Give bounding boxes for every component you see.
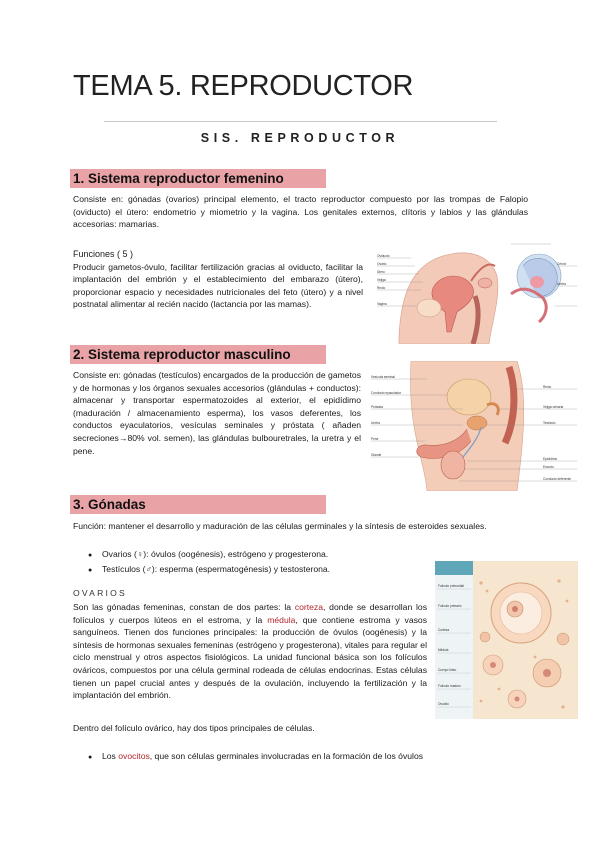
bullet-icon: ● <box>88 552 93 559</box>
male-fig-label: Vesícula seminal <box>371 375 395 379</box>
cell-bullet-pre: Los <box>102 751 116 761</box>
section-heading-female: 1. Sistema reproductor femenino <box>70 169 326 188</box>
female-fig-label: Cérvix <box>557 262 567 266</box>
ovary-fig-label: Médula <box>438 648 449 652</box>
female-fig-label: Uretra <box>557 282 566 286</box>
follicle-intro-paragraph: Dentro del folículo ovárico, hay dos tipos principales de células. <box>73 723 315 733</box>
document-subtitle: SIS. REPRODUCTOR <box>200 131 400 145</box>
list-item-text: Testículos (♂): esperma (espermatogénesis) y testosterona. <box>102 564 331 574</box>
female-functions-block <box>73 248 363 311</box>
female-fig-label: Útero <box>377 270 385 274</box>
male-fig-label: Próstata <box>371 405 383 409</box>
section-heading-gonads: 3. Gónadas <box>70 495 326 514</box>
male-fig-label: Testículo <box>543 421 556 425</box>
cell-bullet-post: , que son células germinales involucradas en la formación de los óvulos <box>149 751 424 761</box>
ovary-fig-label: Ovocito <box>438 702 449 706</box>
female-functions-text: Producir gametos-óvulo, facilitar fertilización gracias al oviducto, facilitar la implantación del embrión y el establecimiento del embarazo (útero), proporcionar espacio y necesidades nutricionales del feto (útero) y a nivel postnatal alimentar al recién nacido (lactancia por las mamas). <box>73 261 363 310</box>
female-fig-label: Oviducto <box>377 254 390 258</box>
female-functions-title: Funciones ( 5 ) <box>73 249 134 259</box>
ovaries-corteza-term: corteza <box>294 602 324 612</box>
ovaries-heading: OVARIOS <box>73 588 127 598</box>
female-anatomy-illustration <box>371 236 581 344</box>
bullet-icon: ● <box>88 567 93 574</box>
ovaries-paragraph <box>73 601 427 702</box>
male-reproductive-figure <box>367 361 579 491</box>
female-reproductive-figure <box>371 236 581 344</box>
document-title: TEMA 5. REPRODUCTOR <box>73 70 414 102</box>
female-intro-paragraph: Consiste en: gónadas (ovarios) principal elemento, el tracto reproductor compuesto por las trompas de Falopio (oviducto) el útero: endometrio y miometrio y la vagina. Los genitales externos, clítoris y labios y las glándulas accesorias: mamarias. <box>73 194 528 230</box>
male-fig-label: Glande <box>371 453 382 457</box>
ovary-histology-figure <box>435 561 578 719</box>
ovary-fig-label: Folículo primario <box>438 604 462 608</box>
title-divider <box>104 121 497 122</box>
female-fig-label: Vejiga <box>377 278 386 282</box>
list-item <box>88 548 328 562</box>
male-fig-label: Escroto <box>543 465 554 469</box>
list-item-text: Ovarios (♀): óvulos (oogénesis), estrógeno y progesterona. <box>102 549 329 559</box>
ovary-fig-label: Folículo maduro <box>438 684 461 688</box>
male-fig-label: Conducto eyaculador <box>371 391 402 395</box>
ovary-fig-label: Corteza <box>438 628 450 632</box>
bullet-icon: ● <box>88 754 93 761</box>
list-item <box>88 563 330 577</box>
ovaries-text-3: , que contiene estroma y vasos sanguíneos. Tienen dos funciones principales: la producción de óvulos (oogénesis) y la síntesis de hormonas sexuales femeninas (estrógeno y progesterona), vitales para regular el ciclo menstrual y otros aspectos fisiológicos. La unidad funcional básica son los folículos ováricos, compuestos por una célula germinal rodeada de células endocrinas. Estas células tienen un papel crucial antes y después de la ovulación, incluyendo la fertilización y la implantación del embrión. <box>73 614 428 701</box>
male-fig-label: Vejiga urinaria <box>543 405 564 409</box>
ovaries-text-2: , donde se desarrollan los folículos y cuerpos lúteos en el estroma, y la <box>73 602 428 625</box>
ovary-fig-label: Folículo primordial <box>438 584 465 588</box>
gonads-function-paragraph: Función: mantener el desarrollo y maduración de las células germinales y la síntesis de esteroides sexuales. <box>73 521 487 531</box>
male-fig-label: Recto <box>543 385 552 389</box>
ovocitos-term: ovocitos <box>118 751 150 761</box>
ovary-illustration <box>435 561 578 719</box>
male-intro-paragraph: Consiste en: gónadas (testículos) encargados de la producción de gametos y de hormonas y los órganos sexuales accesorios (glándulas + conductos): almacenar y transportar espermatozoides al exterior, el epidídimo (maduración / almacenamiento esperma), los vasos deferentes, los conductos eyaculatorios, vesículas seminales y próstata ( añaden secreciones→80% vol. semen), las glándulas bulbouretrales, la uretra y el pene. <box>73 370 361 456</box>
female-fig-label: Ovario <box>377 262 387 266</box>
male-fig-label: Uretra <box>371 421 380 425</box>
male-fig-label: Pene <box>371 437 379 441</box>
male-anatomy-illustration <box>367 361 579 491</box>
ovaries-text-1: Son las gónadas femeninas, constan de dos partes: la <box>73 602 292 612</box>
section-heading-male: 2. Sistema reproductor masculino <box>70 345 326 364</box>
female-fig-label: Recto <box>377 286 386 290</box>
female-fig-label: Vagina <box>377 302 387 306</box>
ovary-fig-label: Cuerpo lúteo <box>438 668 457 672</box>
male-fig-label: Epidídimo <box>543 457 558 461</box>
ovaries-medula-term: médula <box>267 614 296 625</box>
list-item <box>88 750 423 764</box>
male-fig-label: Conducto deferente <box>543 477 571 481</box>
